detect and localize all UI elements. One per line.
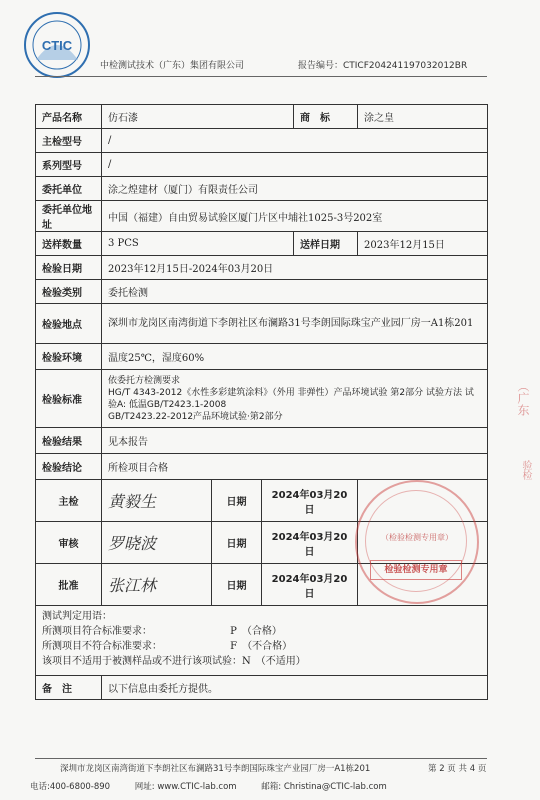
trademark-value: 涂之皇: [358, 105, 488, 129]
signature-image: 黄毅生: [102, 480, 212, 522]
client-address-label: 委托单位地址: [36, 201, 102, 232]
ctic-logo: [22, 10, 92, 80]
client-address-value: 中国（福建）自由贸易试验区厦门片区中埔社1025-3号202室: [102, 201, 488, 232]
footer-address: 深圳市龙岗区南湾街道下李朗社区布澜路31号李朗国际珠宝产业园厂房一A1栋201: [60, 764, 371, 774]
page-number: 第 2 页 共 4 页: [428, 764, 487, 774]
signature-date: 2024年03月20日: [262, 480, 358, 522]
judgement-title: 测试判定用语：: [42, 611, 112, 622]
test-type-value: 委托检测: [102, 280, 488, 304]
remarks-label: 备 注: [36, 676, 102, 700]
stamp-cell: [358, 522, 488, 564]
signature-image: 张江林: [102, 564, 212, 606]
sample-date-label: 送样日期: [294, 232, 358, 256]
client-value: 涂之煌建材（厦门）有限责任公司: [102, 177, 488, 201]
sample-qty-label: 送样数量: [36, 232, 102, 256]
judgement-line-1: 所测项目符合标准要求： P （合格）: [42, 626, 282, 637]
series-label: 系列型号: [36, 153, 102, 177]
product-name-label: 产品名称: [36, 105, 102, 129]
standard-line-3: GB/T2423.22-2012产品环境试验·第2部分: [108, 411, 283, 422]
remarks-value: 以下信息由委托方提供。: [102, 676, 488, 700]
standard-label: 检验标准: [36, 370, 102, 428]
table-row: [36, 232, 488, 256]
judgement-line-2: 所测项目不符合标准要求： F （不合格）: [42, 641, 293, 652]
report-number: 报告编号：CTICF204241197032012BR: [298, 61, 468, 71]
svg-text:CTIC: CTIC: [41, 38, 73, 53]
company-name: 中检测试技术（广东）集团有限公司: [100, 61, 245, 71]
table-row: [36, 105, 488, 129]
footer-email: 邮箱: Christina@CTIC-lab.com: [261, 782, 387, 792]
footer-phone: 电话:400-6800-890: [30, 782, 111, 792]
stamp-cell: [358, 480, 488, 522]
table-row: [36, 344, 488, 370]
signature-date: 2024年03月20日: [262, 564, 358, 606]
conclusion-value: 所检项目合格: [102, 454, 488, 480]
signature-date: 2024年03月20日: [262, 522, 358, 564]
inspection-stamp: 检验检测专用章: [370, 560, 462, 580]
side-seal-mark-2: 验检: [520, 460, 531, 480]
signature-row: [36, 522, 488, 564]
product-name-value: 仿石漆: [102, 105, 294, 129]
test-location-label: 检验地点: [36, 304, 102, 344]
side-seal-mark: （广东: [516, 380, 530, 416]
table-row: [36, 428, 488, 454]
signature-role: 批准: [36, 564, 102, 606]
footer-website: 网址: www.CTIC-lab.com: [134, 782, 237, 792]
footer-divider: [35, 758, 487, 759]
client-label: 委托单位: [36, 177, 102, 201]
result-label: 检验结果: [36, 428, 102, 454]
standard-value: [102, 370, 488, 428]
model-label: 主检型号: [36, 129, 102, 153]
table-row: [36, 256, 488, 280]
trademark-label: 商 标: [294, 105, 358, 129]
judgement-row: [36, 606, 488, 676]
date-label: 日期: [212, 564, 262, 606]
signature-image: 罗晓波: [102, 522, 212, 564]
date-label: 日期: [212, 480, 262, 522]
standard-line-1: 依委托方检测要求: [108, 375, 181, 386]
test-date-label: 检验日期: [36, 256, 102, 280]
date-label: 日期: [212, 522, 262, 564]
table-row: [36, 129, 488, 153]
report-header: [0, 0, 540, 85]
judgement-line-3: 该项目不适用于被测样品或不进行该项试验：N （不适用）: [42, 656, 306, 667]
table-row: [36, 177, 488, 201]
signature-role: 审核: [36, 522, 102, 564]
series-value: /: [102, 153, 488, 177]
sample-qty-value: 3 PCS: [102, 232, 294, 256]
table-row: [36, 280, 488, 304]
remarks-row: [36, 676, 488, 700]
seal-inner-text: （检验检测专用章）: [381, 533, 453, 542]
environment-value: 温度25℃，湿度60%: [102, 344, 488, 370]
judgement-block: [36, 606, 488, 676]
environment-label: 检验环境: [36, 344, 102, 370]
table-row: [36, 304, 488, 344]
sample-date-value: 2023年12月15日: [358, 232, 488, 256]
signature-role: 主检: [36, 480, 102, 522]
report-summary-table: [35, 104, 488, 700]
table-row: [36, 370, 488, 428]
footer-contact: [30, 780, 409, 792]
table-row: [36, 153, 488, 177]
test-date-value: 2023年12月15日-2024年03月20日: [102, 256, 488, 280]
result-value: 见本报告: [102, 428, 488, 454]
header-divider: [35, 76, 487, 77]
standard-line-2: HG/T 4343-2012《水性多彩建筑涂料》（外用 非弹性）产品环境试验 第2部分 试验方法 试验A: 低温GB/T2423.1-2008: [108, 387, 474, 410]
table-row: [36, 454, 488, 480]
signature-row: [36, 480, 488, 522]
test-type-label: 检验类别: [36, 280, 102, 304]
table-row: [36, 201, 488, 232]
conclusion-label: 检验结论: [36, 454, 102, 480]
test-location-value: 深圳市龙岗区南湾街道下李朗社区布澜路31号李朗国际珠宝产业园厂房一A1栋201: [102, 304, 488, 344]
model-value: /: [102, 129, 488, 153]
